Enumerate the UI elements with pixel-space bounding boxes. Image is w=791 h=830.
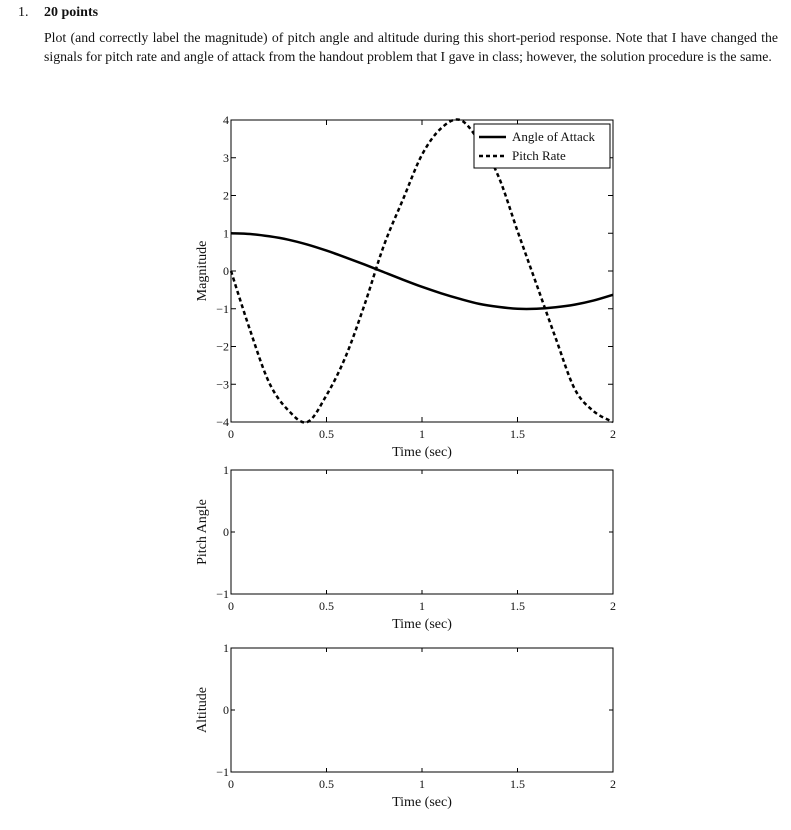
y-axis-label: Magnitude (195, 240, 210, 302)
chart-pitch-angle (195, 463, 616, 632)
x-tick-label: 0 (228, 777, 234, 791)
x-tick-label: 0.5 (319, 599, 334, 613)
chart-magnitude (195, 113, 616, 460)
y-tick-label: 0 (223, 703, 229, 717)
y-tick-label: −4 (216, 415, 229, 429)
y-tick-label: 1 (223, 641, 229, 655)
y-tick-label: 4 (223, 113, 229, 127)
x-tick-label: 0.5 (319, 777, 334, 791)
y-tick-label: −1 (216, 765, 229, 779)
problem-points: 20 points (44, 5, 99, 20)
chart-altitude (195, 641, 616, 810)
plot-frame (231, 470, 613, 594)
x-tick-label: 2 (610, 599, 616, 613)
y-tick-label: 2 (223, 188, 229, 203)
x-tick-label: 0.5 (319, 427, 334, 441)
x-tick-label: 1 (419, 427, 425, 441)
x-tick-label: 1 (419, 777, 425, 791)
x-tick-label: 1.5 (510, 599, 525, 613)
problem-number: 1. (18, 5, 29, 20)
x-tick-label: 1 (419, 599, 425, 613)
y-axis-label: Pitch Angle (195, 499, 210, 565)
y-tick-label: 3 (223, 150, 229, 165)
series-angle-of-attack-line (231, 233, 613, 309)
x-tick-label: 2 (610, 427, 616, 441)
y-tick-label: −2 (216, 339, 229, 354)
y-tick-label: −1 (216, 301, 229, 316)
legend-label-pitch-rate: Pitch Rate (512, 148, 566, 163)
x-axis-label: Time (sec) (392, 445, 452, 460)
x-tick-label: 2 (610, 777, 616, 791)
legend-label-angle-of-attack: Angle of Attack (512, 129, 596, 144)
y-tick-label: 0 (223, 525, 229, 539)
y-tick-label: −1 (216, 587, 229, 601)
y-tick-label: −3 (216, 377, 229, 392)
x-tick-label: 0 (228, 427, 234, 441)
x-axis-label: Time (sec) (392, 795, 452, 810)
y-tick-label: 0 (223, 264, 229, 278)
problem-text: Plot (and correctly label the magnitude) of pitch angle and altitude during this short-period response. Note that I have changed the signals for pitch rate and angle of attack from the handout problem that I gave in class; however, the solution procedure is the same. (44, 30, 778, 64)
x-tick-label: 1.5 (510, 777, 525, 791)
x-tick-label: 1.5 (510, 427, 525, 441)
x-axis-label: Time (sec) (392, 617, 452, 632)
x-tick-label: 0 (228, 599, 234, 613)
plot-frame (231, 648, 613, 772)
y-tick-label: 1 (223, 463, 229, 477)
legend (474, 124, 610, 168)
y-tick-label: 1 (223, 226, 229, 241)
y-axis-label: Altitude (195, 687, 210, 733)
